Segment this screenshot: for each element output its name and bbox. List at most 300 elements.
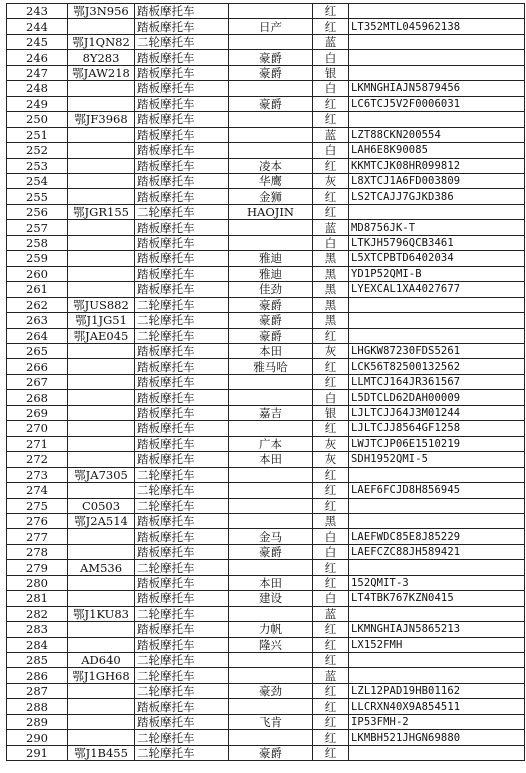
- color-cell: 白: [313, 529, 349, 544]
- plate-number-cell: [68, 622, 135, 637]
- plate-number-cell: 鄂JA7305: [68, 467, 135, 482]
- brand-cell: 佳劲: [229, 282, 313, 297]
- color-cell: 蓝: [313, 668, 349, 683]
- table-row: [7, 359, 525, 374]
- color-cell: 红: [313, 421, 349, 436]
- row-number-cell: 250: [7, 112, 68, 127]
- vehicle-type-cell: 踏板摩托车: [135, 452, 229, 467]
- table-row: [7, 266, 525, 281]
- vin-code-cell: LAH6E8K90085: [349, 143, 525, 158]
- vehicle-type-cell: 踏板摩托车: [135, 591, 229, 606]
- color-cell: 红: [313, 374, 349, 389]
- table-row: [7, 622, 525, 637]
- brand-cell: [229, 467, 313, 482]
- brand-cell: 凌本: [229, 158, 313, 173]
- row-number-cell: 290: [7, 730, 68, 745]
- row-number-cell: 244: [7, 19, 68, 34]
- brand-cell: 豪劲: [229, 683, 313, 698]
- plate-number-cell: 鄂J2A514: [68, 513, 135, 528]
- table-row: [7, 436, 525, 451]
- color-cell: 灰: [313, 436, 349, 451]
- brand-cell: [229, 730, 313, 745]
- vin-code-cell: [349, 204, 525, 219]
- vin-code-cell: [349, 50, 525, 65]
- vin-code-cell: L5DTCLD62DAH00009: [349, 390, 525, 405]
- vehicle-type-cell: 踏板摩托车: [135, 81, 229, 96]
- table-row: [7, 143, 525, 158]
- plate-number-cell: 鄂JAE045: [68, 328, 135, 343]
- plate-number-cell: [68, 421, 135, 436]
- table-row: [7, 637, 525, 652]
- vehicle-type-cell: 踏板摩托车: [135, 436, 229, 451]
- vehicle-type-cell: 踏板摩托车: [135, 173, 229, 188]
- row-number-cell: 260: [7, 266, 68, 281]
- plate-number-cell: [68, 544, 135, 559]
- table-row: [7, 483, 525, 498]
- plate-number-cell: C0503: [68, 498, 135, 513]
- plate-number-cell: 鄂J1KU83: [68, 606, 135, 621]
- row-number-cell: 245: [7, 34, 68, 49]
- plate-number-cell: [68, 637, 135, 652]
- row-number-cell: 274: [7, 483, 68, 498]
- row-number-cell: 266: [7, 359, 68, 374]
- brand-cell: 建设: [229, 591, 313, 606]
- row-number-cell: 271: [7, 436, 68, 451]
- plate-number-cell: AM536: [68, 560, 135, 575]
- table-row: [7, 683, 525, 698]
- vehicle-type-cell: 二轮摩托车: [135, 668, 229, 683]
- row-number-cell: 254: [7, 173, 68, 188]
- row-number-cell: 275: [7, 498, 68, 513]
- brand-cell: [229, 220, 313, 235]
- color-cell: 红: [313, 328, 349, 343]
- color-cell: 黑: [313, 251, 349, 266]
- table-row: [7, 467, 525, 482]
- table-row: [7, 575, 525, 590]
- color-cell: 红: [313, 683, 349, 698]
- color-cell: 红: [313, 498, 349, 513]
- color-cell: 黑: [313, 297, 349, 312]
- brand-cell: 豪爵: [229, 50, 313, 65]
- color-cell: 红: [313, 189, 349, 204]
- vehicle-type-cell: 踏板摩托车: [135, 421, 229, 436]
- row-number-cell: 261: [7, 282, 68, 297]
- brand-cell: 豪爵: [229, 328, 313, 343]
- brand-cell: 广本: [229, 436, 313, 451]
- table-row: [7, 81, 525, 96]
- plate-number-cell: 鄂J1GH68: [68, 668, 135, 683]
- vehicle-type-cell: 二轮摩托车: [135, 34, 229, 49]
- vehicle-type-cell: 踏板摩托车: [135, 699, 229, 714]
- row-number-cell: 249: [7, 96, 68, 111]
- table-row: [7, 606, 525, 621]
- color-cell: 灰: [313, 173, 349, 188]
- brand-cell: 日产: [229, 19, 313, 34]
- brand-cell: [229, 235, 313, 250]
- table-row: [7, 668, 525, 683]
- plate-number-cell: [68, 96, 135, 111]
- table-row: [7, 158, 525, 173]
- row-number-cell: 262: [7, 297, 68, 312]
- row-number-cell: 258: [7, 235, 68, 250]
- color-cell: 红: [313, 112, 349, 127]
- plate-number-cell: [68, 483, 135, 498]
- vin-code-cell: [349, 4, 525, 19]
- row-number-cell: 253: [7, 158, 68, 173]
- color-cell: 蓝: [313, 127, 349, 142]
- row-number-cell: 243: [7, 4, 68, 19]
- brand-cell: 飞肯: [229, 714, 313, 729]
- vin-code-cell: LAEF6FCJD8H856945: [349, 483, 525, 498]
- vin-code-cell: [349, 112, 525, 127]
- vehicle-type-cell: 踏板摩托车: [135, 127, 229, 142]
- vin-code-cell: LT352MTL045962138: [349, 19, 525, 34]
- row-number-cell: 251: [7, 127, 68, 142]
- table-row: [7, 173, 525, 188]
- row-number-cell: 281: [7, 591, 68, 606]
- table-row: [7, 251, 525, 266]
- plate-number-cell: [68, 251, 135, 266]
- color-cell: 红: [313, 96, 349, 111]
- brand-cell: [229, 498, 313, 513]
- table-row: [7, 204, 525, 219]
- color-cell: 红: [313, 714, 349, 729]
- row-number-cell: 270: [7, 421, 68, 436]
- table-row: [7, 653, 525, 668]
- plate-number-cell: [68, 220, 135, 235]
- vehicle-type-cell: 踏板摩托车: [135, 50, 229, 65]
- color-cell: 红: [313, 467, 349, 482]
- vehicle-type-cell: 二轮摩托车: [135, 560, 229, 575]
- row-number-cell: 276: [7, 513, 68, 528]
- vehicle-type-cell: 踏板摩托车: [135, 220, 229, 235]
- brand-cell: [229, 390, 313, 405]
- brand-cell: [229, 668, 313, 683]
- brand-cell: [229, 81, 313, 96]
- brand-cell: 雅迪: [229, 266, 313, 281]
- vehicle-type-cell: 踏板摩托车: [135, 529, 229, 544]
- brand-cell: [229, 513, 313, 528]
- vehicle-type-cell: 踏板摩托车: [135, 143, 229, 158]
- row-number-cell: 279: [7, 560, 68, 575]
- plate-number-cell: [68, 359, 135, 374]
- table-row: [7, 343, 525, 358]
- row-number-cell: 255: [7, 189, 68, 204]
- plate-number-cell: [68, 405, 135, 420]
- vehicle-type-cell: 二轮摩托车: [135, 745, 229, 760]
- plate-number-cell: 鄂JF3968: [68, 112, 135, 127]
- vin-code-cell: LAEFCZC88JH589421: [349, 544, 525, 559]
- vehicle-type-cell: 踏板摩托车: [135, 343, 229, 358]
- row-number-cell: 269: [7, 405, 68, 420]
- row-number-cell: 268: [7, 390, 68, 405]
- brand-cell: 华鹰: [229, 173, 313, 188]
- row-number-cell: 247: [7, 65, 68, 80]
- vehicle-type-cell: 踏板摩托车: [135, 65, 229, 80]
- color-cell: 红: [313, 204, 349, 219]
- vehicle-type-cell: 二轮摩托车: [135, 483, 229, 498]
- color-cell: 银: [313, 405, 349, 420]
- plate-number-cell: 鄂J1QN82: [68, 34, 135, 49]
- table-row: [7, 189, 525, 204]
- vin-code-cell: [349, 328, 525, 343]
- vehicle-type-cell: 踏板摩托车: [135, 251, 229, 266]
- table-row: [7, 34, 525, 49]
- vin-code-cell: LKMNGHIAJN5865213: [349, 622, 525, 637]
- table-row: [7, 390, 525, 405]
- table-row: [7, 699, 525, 714]
- brand-cell: [229, 653, 313, 668]
- brand-cell: 本田: [229, 452, 313, 467]
- plate-number-cell: 鄂JUS882: [68, 297, 135, 312]
- table-row: [7, 730, 525, 745]
- table-row: [7, 714, 525, 729]
- vin-code-cell: [349, 313, 525, 328]
- vehicle-type-cell: 踏板摩托车: [135, 189, 229, 204]
- vin-code-cell: MD8756JK-T: [349, 220, 525, 235]
- vehicle-type-cell: 二轮摩托车: [135, 204, 229, 219]
- vehicle-type-cell: 踏板摩托车: [135, 544, 229, 559]
- brand-cell: 雅迪: [229, 251, 313, 266]
- row-number-cell: 282: [7, 606, 68, 621]
- table-row: [7, 529, 525, 544]
- color-cell: 红: [313, 699, 349, 714]
- vin-code-cell: [349, 34, 525, 49]
- plate-number-cell: [68, 591, 135, 606]
- vehicle-type-cell: 踏板摩托车: [135, 390, 229, 405]
- vin-code-cell: LCK56T82500132562: [349, 359, 525, 374]
- brand-cell: [229, 374, 313, 389]
- row-number-cell: 283: [7, 622, 68, 637]
- vin-code-cell: LZT88CKN200554: [349, 127, 525, 142]
- row-number-cell: 289: [7, 714, 68, 729]
- brand-cell: [229, 483, 313, 498]
- row-number-cell: 265: [7, 343, 68, 358]
- brand-cell: 豪爵: [229, 313, 313, 328]
- plate-number-cell: [68, 127, 135, 142]
- row-number-cell: 284: [7, 637, 68, 652]
- plate-number-cell: [68, 452, 135, 467]
- color-cell: 灰: [313, 452, 349, 467]
- plate-number-cell: [68, 436, 135, 451]
- plate-number-cell: [68, 683, 135, 698]
- color-cell: 黑: [313, 282, 349, 297]
- table-row: [7, 745, 525, 760]
- vin-code-cell: LT4TBK767KZN0415: [349, 591, 525, 606]
- vin-code-cell: [349, 560, 525, 575]
- vehicle-table: [6, 3, 525, 761]
- vin-code-cell: LHGKW87230FDS5261: [349, 343, 525, 358]
- row-number-cell: 263: [7, 313, 68, 328]
- brand-cell: [229, 606, 313, 621]
- brand-cell: 嘉吉: [229, 405, 313, 420]
- color-cell: 白: [313, 235, 349, 250]
- vehicle-type-cell: 二轮摩托车: [135, 498, 229, 513]
- color-cell: 红: [313, 745, 349, 760]
- table-row: [7, 498, 525, 513]
- brand-cell: 力帆: [229, 622, 313, 637]
- color-cell: 红: [313, 637, 349, 652]
- table-row: [7, 560, 525, 575]
- brand-cell: 豪爵: [229, 65, 313, 80]
- vin-code-cell: LLMTCJ164JR361567: [349, 374, 525, 389]
- plate-number-cell: 鄂JGR155: [68, 204, 135, 219]
- color-cell: 白: [313, 81, 349, 96]
- plate-number-cell: 8Y283: [68, 50, 135, 65]
- brand-cell: 豪爵: [229, 544, 313, 559]
- brand-cell: 金马: [229, 529, 313, 544]
- vin-code-cell: LLCRXN40X9A854511: [349, 699, 525, 714]
- plate-number-cell: 鄂JAW218: [68, 65, 135, 80]
- vehicle-type-cell: 二轮摩托车: [135, 730, 229, 745]
- vehicle-type-cell: 踏板摩托车: [135, 374, 229, 389]
- color-cell: 蓝: [313, 220, 349, 235]
- vin-code-cell: [349, 653, 525, 668]
- vin-code-cell: KKMTCJK08HR099812: [349, 158, 525, 173]
- vehicle-type-cell: 踏板摩托车: [135, 158, 229, 173]
- plate-number-cell: [68, 343, 135, 358]
- row-number-cell: 252: [7, 143, 68, 158]
- vehicle-type-cell: 二轮摩托车: [135, 606, 229, 621]
- plate-number-cell: 鄂J1JG51: [68, 313, 135, 328]
- vehicle-type-cell: 踏板摩托车: [135, 19, 229, 34]
- row-number-cell: 286: [7, 668, 68, 683]
- color-cell: 白: [313, 143, 349, 158]
- table-row: [7, 50, 525, 65]
- vehicle-type-cell: 踏板摩托车: [135, 4, 229, 19]
- color-cell: 红: [313, 730, 349, 745]
- table-row: [7, 297, 525, 312]
- vehicle-type-cell: 二轮摩托车: [135, 653, 229, 668]
- row-number-cell: 272: [7, 452, 68, 467]
- plate-number-cell: [68, 730, 135, 745]
- vin-code-cell: [349, 745, 525, 760]
- row-number-cell: 264: [7, 328, 68, 343]
- vin-code-cell: [349, 498, 525, 513]
- row-number-cell: 285: [7, 653, 68, 668]
- vin-code-cell: [349, 606, 525, 621]
- row-number-cell: 277: [7, 529, 68, 544]
- brand-cell: [229, 699, 313, 714]
- plate-number-cell: [68, 143, 135, 158]
- color-cell: 红: [313, 19, 349, 34]
- vehicle-table-body: [7, 4, 525, 761]
- row-number-cell: 280: [7, 575, 68, 590]
- plate-number-cell: 鄂J3N956: [68, 4, 135, 19]
- plate-number-cell: [68, 374, 135, 389]
- color-cell: 红: [313, 622, 349, 637]
- row-number-cell: 256: [7, 204, 68, 219]
- vin-code-cell: LKMBH521JHGN69880: [349, 730, 525, 745]
- plate-number-cell: [68, 390, 135, 405]
- vin-code-cell: LAEFWDC85E8J85229: [349, 529, 525, 544]
- vehicle-type-cell: 踏板摩托车: [135, 282, 229, 297]
- table-row: [7, 513, 525, 528]
- color-cell: 红: [313, 158, 349, 173]
- plate-number-cell: [68, 158, 135, 173]
- vehicle-type-cell: 踏板摩托车: [135, 714, 229, 729]
- color-cell: 红: [313, 560, 349, 575]
- color-cell: 白: [313, 544, 349, 559]
- brand-cell: [229, 34, 313, 49]
- vin-code-cell: 152QMIT-3: [349, 575, 525, 590]
- table-row: [7, 591, 525, 606]
- brand-cell: 雅马哈: [229, 359, 313, 374]
- row-number-cell: 259: [7, 251, 68, 266]
- vehicle-type-cell: 踏板摩托车: [135, 96, 229, 111]
- vin-code-cell: LWJTCJP06E1510219: [349, 436, 525, 451]
- table-row: [7, 313, 525, 328]
- color-cell: 银: [313, 65, 349, 80]
- color-cell: 蓝: [313, 606, 349, 621]
- vin-code-cell: LJLTCJJ8564GF1258: [349, 421, 525, 436]
- vin-code-cell: [349, 668, 525, 683]
- row-number-cell: 257: [7, 220, 68, 235]
- brand-cell: [229, 112, 313, 127]
- table-row: [7, 328, 525, 343]
- vin-code-cell: L8XTCJ1A6FD003809: [349, 173, 525, 188]
- brand-cell: [229, 143, 313, 158]
- vehicle-type-cell: 踏板摩托车: [135, 359, 229, 374]
- brand-cell: [229, 4, 313, 19]
- vehicle-type-cell: 踏板摩托车: [135, 266, 229, 281]
- color-cell: 黑: [313, 313, 349, 328]
- vehicle-type-cell: 踏板摩托车: [135, 637, 229, 652]
- table-row: [7, 127, 525, 142]
- table-row: [7, 19, 525, 34]
- plate-number-cell: [68, 266, 135, 281]
- row-number-cell: 287: [7, 683, 68, 698]
- plate-number-cell: [68, 19, 135, 34]
- vin-code-cell: LX152FMH: [349, 637, 525, 652]
- color-cell: 白: [313, 591, 349, 606]
- plate-number-cell: [68, 714, 135, 729]
- color-cell: 红: [313, 653, 349, 668]
- row-number-cell: 288: [7, 699, 68, 714]
- plate-number-cell: [68, 529, 135, 544]
- brand-cell: 豪爵: [229, 96, 313, 111]
- table-row: [7, 452, 525, 467]
- row-number-cell: 267: [7, 374, 68, 389]
- vehicle-type-cell: 踏板摩托车: [135, 575, 229, 590]
- plate-number-cell: [68, 699, 135, 714]
- vin-code-cell: SDH1952QMI-5: [349, 452, 525, 467]
- color-cell: 蓝: [313, 34, 349, 49]
- vin-code-cell: LJLTCJJ64J3M01244: [349, 405, 525, 420]
- vin-code-cell: L5XTCPBTD6402034: [349, 251, 525, 266]
- plate-number-cell: [68, 235, 135, 250]
- table-row: [7, 220, 525, 235]
- brand-cell: 豪爵: [229, 297, 313, 312]
- table-row: [7, 282, 525, 297]
- color-cell: 黑: [313, 266, 349, 281]
- table-row: [7, 405, 525, 420]
- vin-code-cell: LYEXCAL1XA4027677: [349, 282, 525, 297]
- vehicle-type-cell: 二轮摩托车: [135, 683, 229, 698]
- brand-cell: 本田: [229, 575, 313, 590]
- vehicle-type-cell: 二轮摩托车: [135, 467, 229, 482]
- row-number-cell: 248: [7, 81, 68, 96]
- vin-code-cell: LKMNGHIAJN5879456: [349, 81, 525, 96]
- vehicle-type-cell: 二轮摩托车: [135, 328, 229, 343]
- plate-number-cell: [68, 282, 135, 297]
- brand-cell: 本田: [229, 343, 313, 358]
- brand-cell: 金狮: [229, 189, 313, 204]
- brand-cell: [229, 127, 313, 142]
- brand-cell: HAOJIN: [229, 204, 313, 219]
- plate-number-cell: [68, 575, 135, 590]
- brand-cell: 豪爵: [229, 745, 313, 760]
